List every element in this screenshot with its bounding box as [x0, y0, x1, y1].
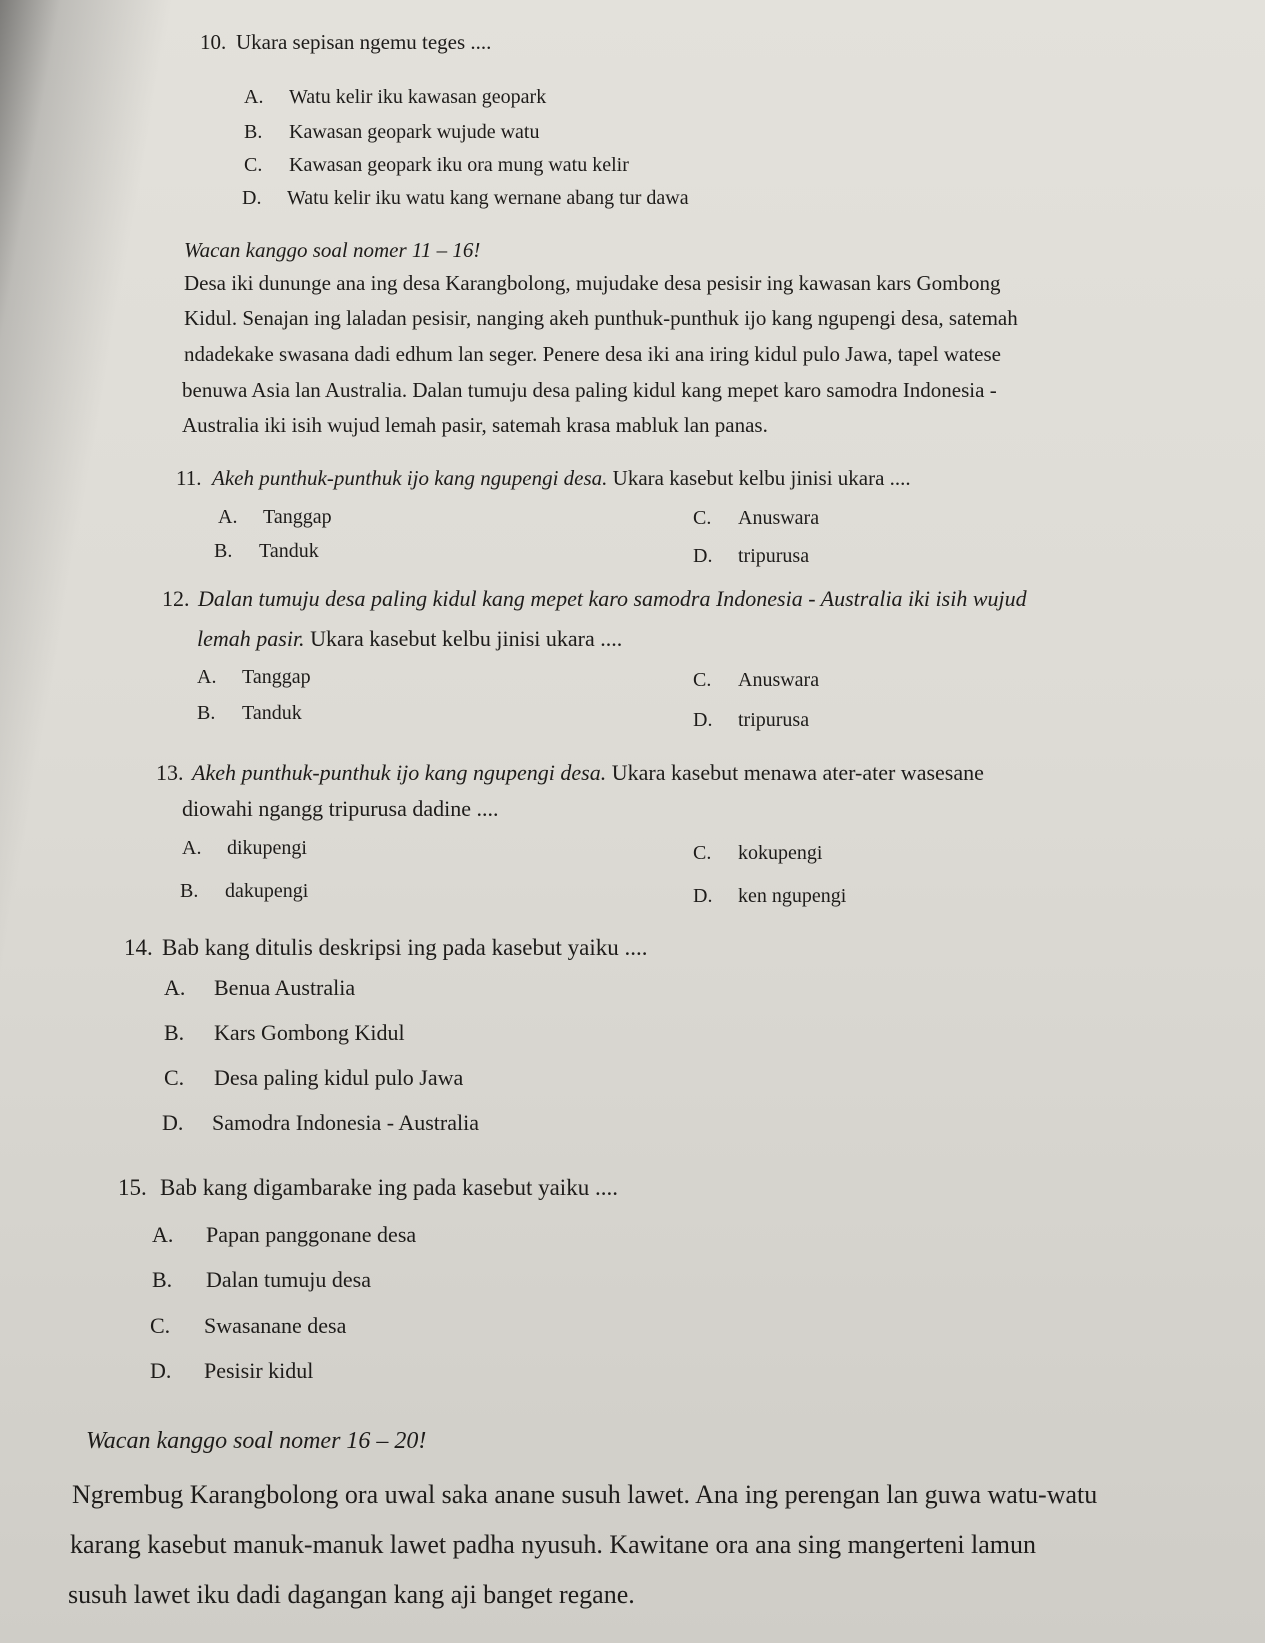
question-13-stem-line-2: diowahi ngangg tripurusa dadine .... — [182, 796, 499, 821]
question-11-option-b: B. Tanduk — [214, 540, 319, 562]
question-14-option-c: C. Desa paling kidul pulo Jawa — [164, 1065, 464, 1090]
question-12-option-b: B. Tanduk — [197, 702, 302, 724]
question-11-option-d: D. tripurusa — [693, 545, 810, 567]
question-11-stem: 11. Akeh punthuk-punthuk ijo kang ngupengi desa. Ukara kasebut kelbu jinisi ukara .... — [176, 466, 911, 490]
question-15-option-b: B. Dalan tumuju desa — [152, 1267, 371, 1292]
question-10-option-b: B. Kawasan geopark wujude watu — [244, 121, 540, 143]
question-13-option-b: B. dakupengi — [180, 880, 309, 902]
question-14-option-b: B. Kars Gombong Kidul — [164, 1020, 405, 1045]
question-13-option-c: C. kokupengi — [693, 842, 823, 864]
question-12-stem-line-1: 12. Dalan tumuju desa paling kidul kang mepet karo samodra Indonesia - Australia iki isih wujud — [162, 586, 1027, 611]
reading-1-line: Desa iki dununge ana ing desa Karangbolong, mujudake desa pesisir ing kawasan kars Gombong — [184, 271, 1001, 295]
question-15-stem: 15. Bab kang digambarake ing pada kasebut yaiku .... — [118, 1175, 618, 1200]
question-12-option-c: C. Anuswara — [693, 669, 820, 691]
question-14-stem: 14. Bab kang ditulis deskripsi ing pada kasebut yaiku .... — [124, 935, 648, 960]
question-10-option-d: D. Watu kelir iku watu kang wernane abang tur dawa — [242, 187, 689, 209]
question-10-option-a: A. Watu kelir iku kawasan geopark — [244, 86, 547, 108]
question-15-option-a: A. Papan panggonane desa — [152, 1222, 417, 1247]
reading-2-line: susuh lawet iku dadi dagangan kang aji banget regane. — [68, 1580, 635, 1609]
question-11-option-c: C. Anuswara — [693, 507, 820, 529]
reading-1-header: Wacan kanggo soal nomer 11 – 16! — [184, 238, 481, 262]
reading-2-header: Wacan kanggo soal nomer 16 – 20! — [86, 1428, 427, 1454]
question-12-option-a: A. Tanggap — [197, 666, 311, 688]
question-10-option-c: C. Kawasan geopark iku ora mung watu kelir — [244, 154, 629, 176]
question-13-option-d: D. ken ngupengi — [693, 885, 847, 907]
reading-1-line: Australia iki isih wujud lemah pasir, satemah krasa mabluk lan panas. — [182, 413, 768, 437]
reading-1-line: Kidul. Senajan ing laladan pesisir, nanging akeh punthuk-punthuk ijo kang ngupengi desa, satemah — [184, 306, 1018, 330]
question-14-option-a: A. Benua Australia — [164, 975, 356, 1000]
question-13-stem-line-1: 13. Akeh punthuk-punthuk ijo kang ngupengi desa. Ukara kasebut menawa ater-ater wasesane — [156, 760, 984, 785]
question-11-option-a: A. Tanggap — [218, 506, 332, 528]
question-12-stem-line-2: lemah pasir. Ukara kasebut kelbu jinisi ukara .... — [197, 626, 623, 651]
question-14-option-d: D. Samodra Indonesia - Australia — [162, 1110, 479, 1135]
question-15-option-c: C. Swasanane desa — [150, 1313, 347, 1338]
reading-1-line: benuwa Asia lan Australia. Dalan tumuju desa paling kidul kang mepet karo samodra Indonesia - — [182, 378, 997, 402]
question-10-stem: 10. Ukara sepisan ngemu teges .... — [200, 30, 492, 54]
question-12-option-d: D. tripurusa — [693, 709, 810, 731]
question-15-option-d: D. Pesisir kidul — [150, 1358, 314, 1383]
reading-2-line: Ngrembug Karangbolong ora uwal saka anane susuh lawet. Ana ing perengan lan guwa watu-watu — [72, 1480, 1098, 1509]
reading-2-line: karang kasebut manuk-manuk lawet padha nyusuh. Kawitane ora ana sing mangerteni lamun — [70, 1530, 1037, 1559]
question-13-option-a: A. dikupengi — [182, 837, 307, 859]
reading-1-line: ndadekake swasana dadi edhum lan seger. Penere desa iki ana iring kidul pulo Jawa, tapel watese — [184, 342, 1001, 366]
